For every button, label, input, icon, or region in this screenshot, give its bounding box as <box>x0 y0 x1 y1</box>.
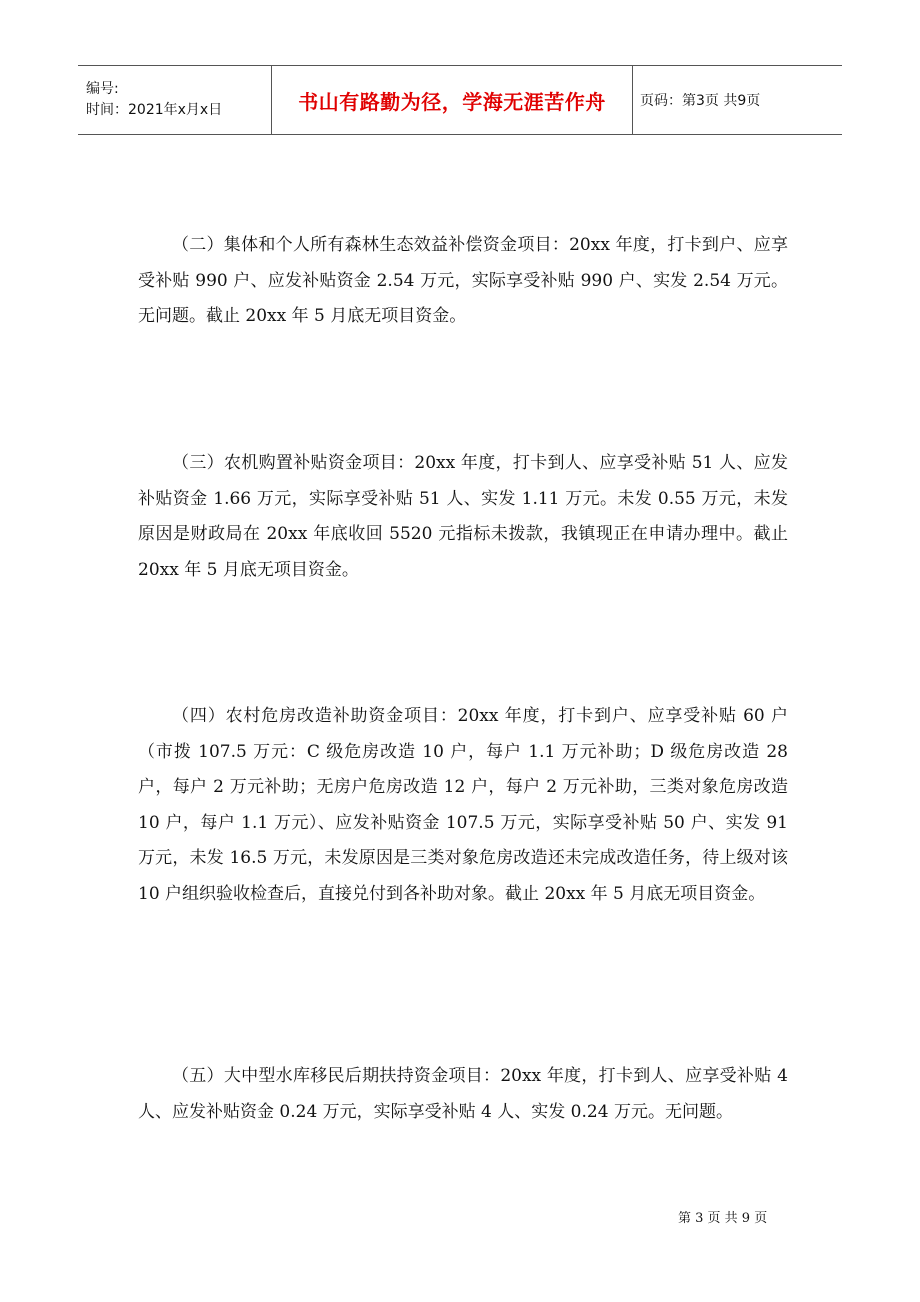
serial-label: 编号: <box>86 81 119 97</box>
header-meta <box>78 66 271 134</box>
page-header <box>78 65 842 135</box>
page-footer: 第 3 页 共 9 页 <box>678 1211 768 1226</box>
header-motto: 书山有路勤为径，学海无涯苦作舟 <box>271 66 633 134</box>
date-label: 时间：2021年x月x日 <box>86 102 223 118</box>
paragraph-2: （二）集体和个人所有森林生态效益补偿资金项目：20xx 年度，打卡到户、应享受补贴 990 户、应发补贴资金 2.54 万元，实际享受补贴 990 户、实发 2.54 万元。无问题。截止 20xx 年 5 月底无项目资金。 <box>138 235 788 326</box>
paragraph-5: （五）大中型水库移民后期扶持资金项目：20xx 年度，打卡到人、应享受补贴 4 人、应发补贴资金 0.24 万元，实际享受补贴 4 人、实发 0.24 万元。无问题。 <box>138 1066 788 1122</box>
paragraph-3: （三）农机购置补贴资金项目：20xx 年度，打卡到人、应享受补贴 51 人、应发补贴资金 1.66 万元，实际享受补贴 51 人、实发 1.11 万元。未发 0.55 万元，未发原因是财政局在 20xx 年底收回 5520 元指标未拨款，我镇现正在申请办理中。截止 20xx 年 5 月底无项目资金。 <box>138 453 788 580</box>
paragraph-4: （四）农村危房改造补助资金项目：20xx 年度，打卡到户、应享受补贴 60 户（市拨 107.5 万元：C 级危房改造 10 户，每户 1.1 万元补助；D 级危房改造 28 户，每户 2 万元补助；无房户危房改造 12 户，每户 2 万元补助，三类对象危房改造 10 户，每户 1.1 万元）、应发补贴资金 107.5 万元，实际享受补贴 50 户、实发 91 万元，未发 16.5 万元，未发原因是三类对象危房改造还未完成改造任务，待上级对该 10 户组织验收检查后，直接兑付到各补助对象。截止 20xx 年 5 月底无项目资金。 <box>138 706 788 904</box>
header-page-label: 页码：第3页 共9页 <box>640 93 761 109</box>
